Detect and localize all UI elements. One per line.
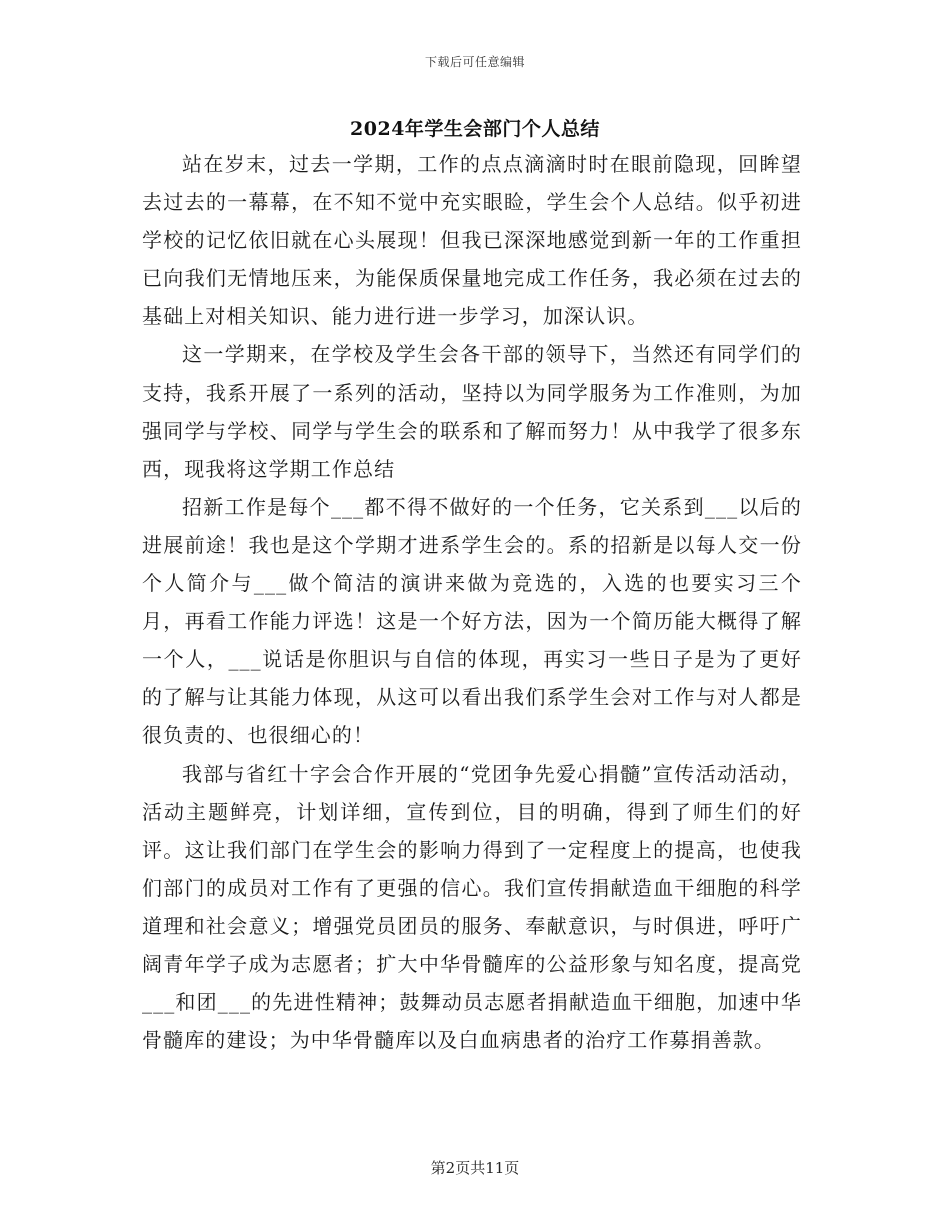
document-body bbox=[142, 145, 802, 1059]
page-number: 第2页共11页 bbox=[430, 1159, 520, 1177]
paragraph: 这一学期来，在学校及学生会各干部的领导下，当然还有同学们的支持，我系开展了一系列的活动，坚持以为同学服务为工作准则，为加强同学与学校、同学与学生会的联系和了解而努力！从中我学了很多东西，现我将这学期工作总结 bbox=[142, 342, 802, 481]
paragraph: 我部与省红十字会合作开展的“党团争先爱心捐髓”宣传活动活动，活动主题鲜亮，计划详细，宣传到位，目的明确，得到了师生们的好评。这让我们部门在学生会的影响力得到了一定程度上的提高，也使我们部门的成员对工作有了更强的信心。我们宣传捐献造血干细胞的科学道理和社会意义；增强党员团员的服务、奉献意识，与时俱进，呼吁广阔青年学子成为志愿者；扩大中华骨髓库的公益形象与知名度，提高党___和团___的先进性精神；鼓舞动员志愿者捐献造血干细胞，加速中华骨髓库的建设；为中华骨髓库以及白血病患者的治疗工作募捐善款。 bbox=[142, 761, 802, 1053]
paragraph: 站在岁末，过去一学期，工作的点点滴滴时时在眼前隐现，回眸望去过去的一幕幕，在不知不觉中充实眼睑，学生会个人总结。似乎初进学校的记忆依旧就在心头展现！但我已深深地感觉到新一年的工作重担已向我们无情地压来，为能保质保量地完成工作任务，我必须在过去的基础上对相关知识、能力进行进一步学习，加深认识。 bbox=[142, 152, 802, 329]
document-title: 2024年学生会部门个人总结 bbox=[350, 118, 600, 140]
paragraph: 招新工作是每个___都不得不做好的一个任务，它关系到___以后的进展前途！我也是这个学期才进系学生会的。系的招新是以每人交一份个人简介与___做个简洁的演讲来做为竞选的，入选的也要实习三个月，再看工作能力评选！这是一个好方法，因为一个简历能大概得了解一个人，___说话是你胆识与自信的体现，再实习一些日子是为了更好的了解与让其能力体现，从这可以看出我们系学生会对工作与对人都是很负责的、也很细心的！ bbox=[142, 494, 802, 748]
page-header-note: 下载后可任意编辑 bbox=[424, 55, 525, 69]
